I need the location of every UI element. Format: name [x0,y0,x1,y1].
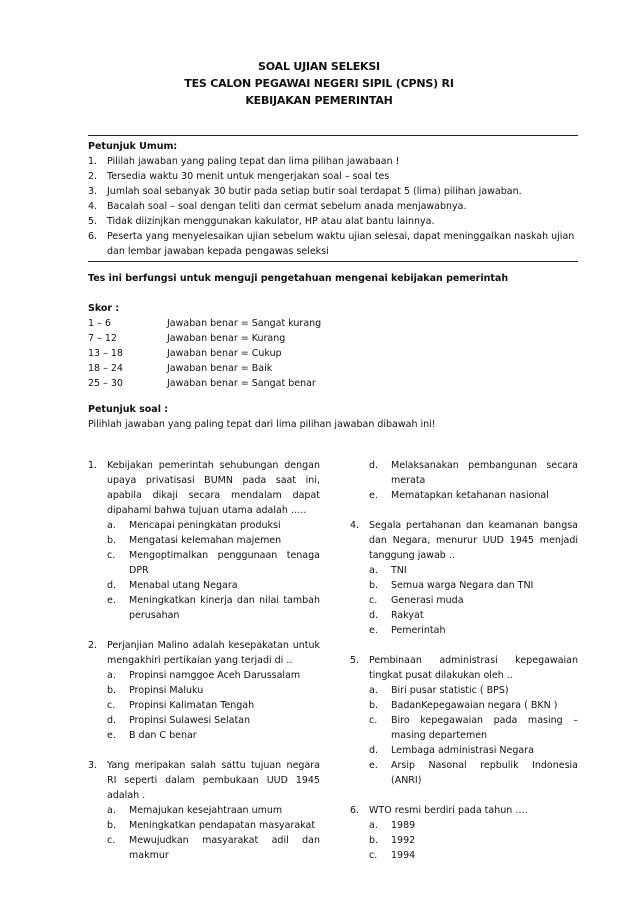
question-text: WTO resmi berdiri pada tahun …. [369,805,528,816]
instruction-item [88,154,578,169]
option-letter: b. [369,580,379,591]
instruction-text: Tersedia waktu 30 menit untuk mengerjakan soal – soal tes [107,171,390,182]
answer-option[interactable] [350,683,578,698]
question-2 [88,638,320,743]
option-text: 1992 [391,835,416,846]
answer-option[interactable] [88,593,320,623]
option-letter: a. [369,685,378,696]
score-range: 13 – 18 [88,348,123,359]
answer-option[interactable] [88,713,320,728]
instruction-item [88,184,578,199]
option-text: Lembaga administrasi Negara [391,745,534,756]
option-text: Mengatasi kelemahan majemen [129,535,282,546]
title-line-3: KEBIJAKAN PEMERINTAH [245,94,393,107]
option-letter: b. [107,685,117,696]
score-label: Jawaban benar = Baik [167,363,273,374]
option-text: Biri pusar statistic ( BPS) [391,685,509,696]
answer-option[interactable] [88,518,320,533]
answer-option[interactable] [88,668,320,683]
instruction-number: 5. [88,216,98,227]
option-letter: c. [369,715,378,726]
title-line-2: TES CALON PEGAWAI NEGERI SIPIL (CPNS) RI [184,77,454,90]
instruction-text: Tidak diizinjkan menggunakan kakulator, HP atau alat bantu lainnya. [107,216,435,227]
question-text: Perjanjian Malino adalah kesepakatan untuk mengakhiri pertikaian yang terjadi di .. [107,640,320,666]
answer-option[interactable] [350,698,578,713]
option-text: Melaksanakan pembangunan secara merata [391,460,578,486]
option-letter: b. [107,535,117,546]
option-letter: e. [107,730,116,741]
instruction-item [88,229,578,259]
question-5 [350,653,578,788]
instruction-text: Peserta yang menyelesaikan ujian sebelum waktu ujian selesai, dapat meninggalkan naskah ujian dan lembar jawaban kepada pengawas seleksi [107,231,575,257]
option-text: Memajukan kesejahtraan umum [129,805,283,816]
answer-option[interactable] [350,608,578,623]
question-instructions-heading: Petunjuk soal : [88,404,169,415]
divider-bottom [88,261,578,262]
question-instructions-text: Pilihlah jawaban yang paling tepat dari lima pilihan jawaban dibawah ini! [88,419,436,430]
question-6 [350,803,578,863]
test-purpose: Tes ini berfungsi untuk menguji pengetahuan mengenai kebijakan pemerintah [88,273,509,284]
answer-option[interactable] [88,818,320,833]
question-number: 1. [88,460,98,471]
general-instructions [88,139,578,259]
option-letter: c. [369,850,378,861]
option-text: Meningkatkan pendapatan masyarakat [129,820,316,831]
answer-option[interactable] [350,758,578,788]
option-letter: d. [369,610,379,621]
option-text: Propinsi Sulawesi Selatan [129,715,251,726]
option-text: Mengoptimalkan penggunaan tenaga DPR [129,550,320,576]
option-letter: e. [107,595,116,606]
answer-option[interactable] [350,578,578,593]
score-range: 25 – 30 [88,378,123,389]
option-letter: b. [369,700,379,711]
score-label: Jawaban benar = Kurang [167,333,286,344]
option-text: Biro kepegawaian pada masing – masing departemen [391,715,578,741]
option-letter: d. [107,580,117,591]
instruction-item [88,199,578,214]
option-text: B dan C benar [129,730,197,741]
option-letter: e. [369,760,378,771]
score-row [88,316,578,331]
score-heading: Skor : [88,303,120,314]
answer-option[interactable] [350,623,578,638]
option-letter: a. [369,565,378,576]
instruction-item [88,169,578,184]
question-3-continued [350,458,578,503]
option-letter: c. [107,700,116,711]
instruction-number: 3. [88,186,98,197]
score-label: Jawaban benar = Sangat kurang [167,318,322,329]
answer-option[interactable] [350,818,578,833]
option-letter: a. [107,520,116,531]
option-text: Menabal utang Negara [129,580,238,591]
option-letter: c. [369,595,378,606]
score-label: Jawaban benar = Cukup [167,348,282,359]
question-number: 4. [350,520,360,531]
document-title [0,58,638,109]
score-label: Jawaban benar = Sangat benar [167,378,316,389]
option-text: TNI [391,565,407,576]
question-text: Pembinaan administrasi kepegawaian tingkat pusat dilakukan oleh .. [369,655,578,681]
instruction-text: Jumlah soal sebanyak 30 butir pada setiap butir soal terdapat 5 (lima) pilihan jawaban. [107,186,522,197]
question-text: Segala pertahanan dan keamanan bangsa dan Negara, menurur UUD 1945 menjadi tanggung jawab .. [369,520,578,561]
score-range: 18 – 24 [88,363,123,374]
option-letter: b. [369,835,379,846]
score-range: 1 – 6 [88,318,111,329]
option-letter: d. [107,715,117,726]
question-1 [88,458,320,623]
answer-option[interactable] [88,548,320,578]
answer-option[interactable] [88,803,320,818]
answer-option[interactable] [88,533,320,548]
option-text: Generasi muda [391,595,464,606]
option-text: Meningkatkan kinerja dan nilai tambah perusahan [129,595,320,621]
answer-option[interactable] [350,833,578,848]
option-letter: a. [107,805,116,816]
score-row [88,346,578,361]
question-instructions [88,402,578,432]
question-4 [350,518,578,638]
question-3 [88,758,320,863]
option-letter: a. [107,670,116,681]
option-text: Rakyat [391,610,424,621]
instruction-number: 1. [88,156,98,167]
divider-top [88,135,578,136]
general-instructions-heading: Petunjuk Umum: [88,141,178,152]
question-text: Kebijakan pemerintah sehubungan dengan upaya privatisasi BUMN pada saat ini, apabila dikaji secara mendalam dapat dipahami bahwa tujuan utama adalah ….. [107,460,320,516]
answer-option[interactable] [350,488,578,503]
instruction-number: 4. [88,201,98,212]
answer-option[interactable] [350,458,578,488]
score-section [88,301,578,391]
answer-option[interactable] [350,563,578,578]
option-letter: d. [369,745,379,756]
question-text: Yang meripakan salah sattu tujuan negara RI seperti dalam pembukaan UUD 1945 adalah . [107,760,320,801]
option-letter: e. [369,625,378,636]
answer-option[interactable] [88,698,320,713]
option-text: Semua warga Negara dan TNI [391,580,534,591]
option-text: Propinsi Kalimatan Tengah [129,700,255,711]
question-number: 6. [350,805,360,816]
questions-column-right [350,458,578,878]
instruction-number: 2. [88,171,98,182]
score-row [88,376,578,391]
answer-option[interactable] [350,743,578,758]
option-text: Propinsi Maluku [129,685,204,696]
option-letter: b. [107,820,117,831]
question-number: 5. [350,655,360,666]
answer-option[interactable] [350,848,578,863]
question-number: 2. [88,640,98,651]
instruction-text: Pililah jawaban yang paling tepat dan lima pilihan jawabaan ! [107,156,400,167]
option-text: 1989 [391,820,416,831]
option-letter: e. [369,490,378,501]
answer-option[interactable] [350,593,578,608]
option-text: Mencapai peningkatan produksi [129,520,281,531]
option-text: 1994 [391,850,416,861]
answer-option[interactable] [88,578,320,593]
option-letter: d. [369,460,379,471]
option-letter: c. [107,835,116,846]
option-text: BadanKepegawaian negara ( BKN ) [391,700,558,711]
option-text: Propinsi namggoe Aceh Darussalam [129,670,301,681]
score-row [88,361,578,376]
title-line-1: SOAL UJIAN SELEKSI [258,60,380,73]
score-row [88,331,578,346]
instruction-number: 6. [88,231,98,242]
option-text: Arsip Nasonal repbulik Indonesia (ANRI) [391,760,578,786]
score-range: 7 – 12 [88,333,117,344]
option-text: Mewujudkan masyarakat adil dan makmur [129,835,320,861]
answer-option[interactable] [350,713,578,743]
answer-option[interactable] [88,683,320,698]
option-letter: c. [107,550,116,561]
option-letter: a. [369,820,378,831]
answer-option[interactable] [88,833,320,863]
question-number: 3. [88,760,98,771]
questions-column-left [88,458,320,878]
answer-option[interactable] [88,728,320,743]
option-text: Pemerintah [391,625,446,636]
instruction-text: Bacalah soal – soal dengan teliti dan cermat sebelum anada menjawabnya. [107,201,467,212]
instruction-item [88,214,578,229]
option-text: Mematapkan ketahanan nasional [391,490,549,501]
